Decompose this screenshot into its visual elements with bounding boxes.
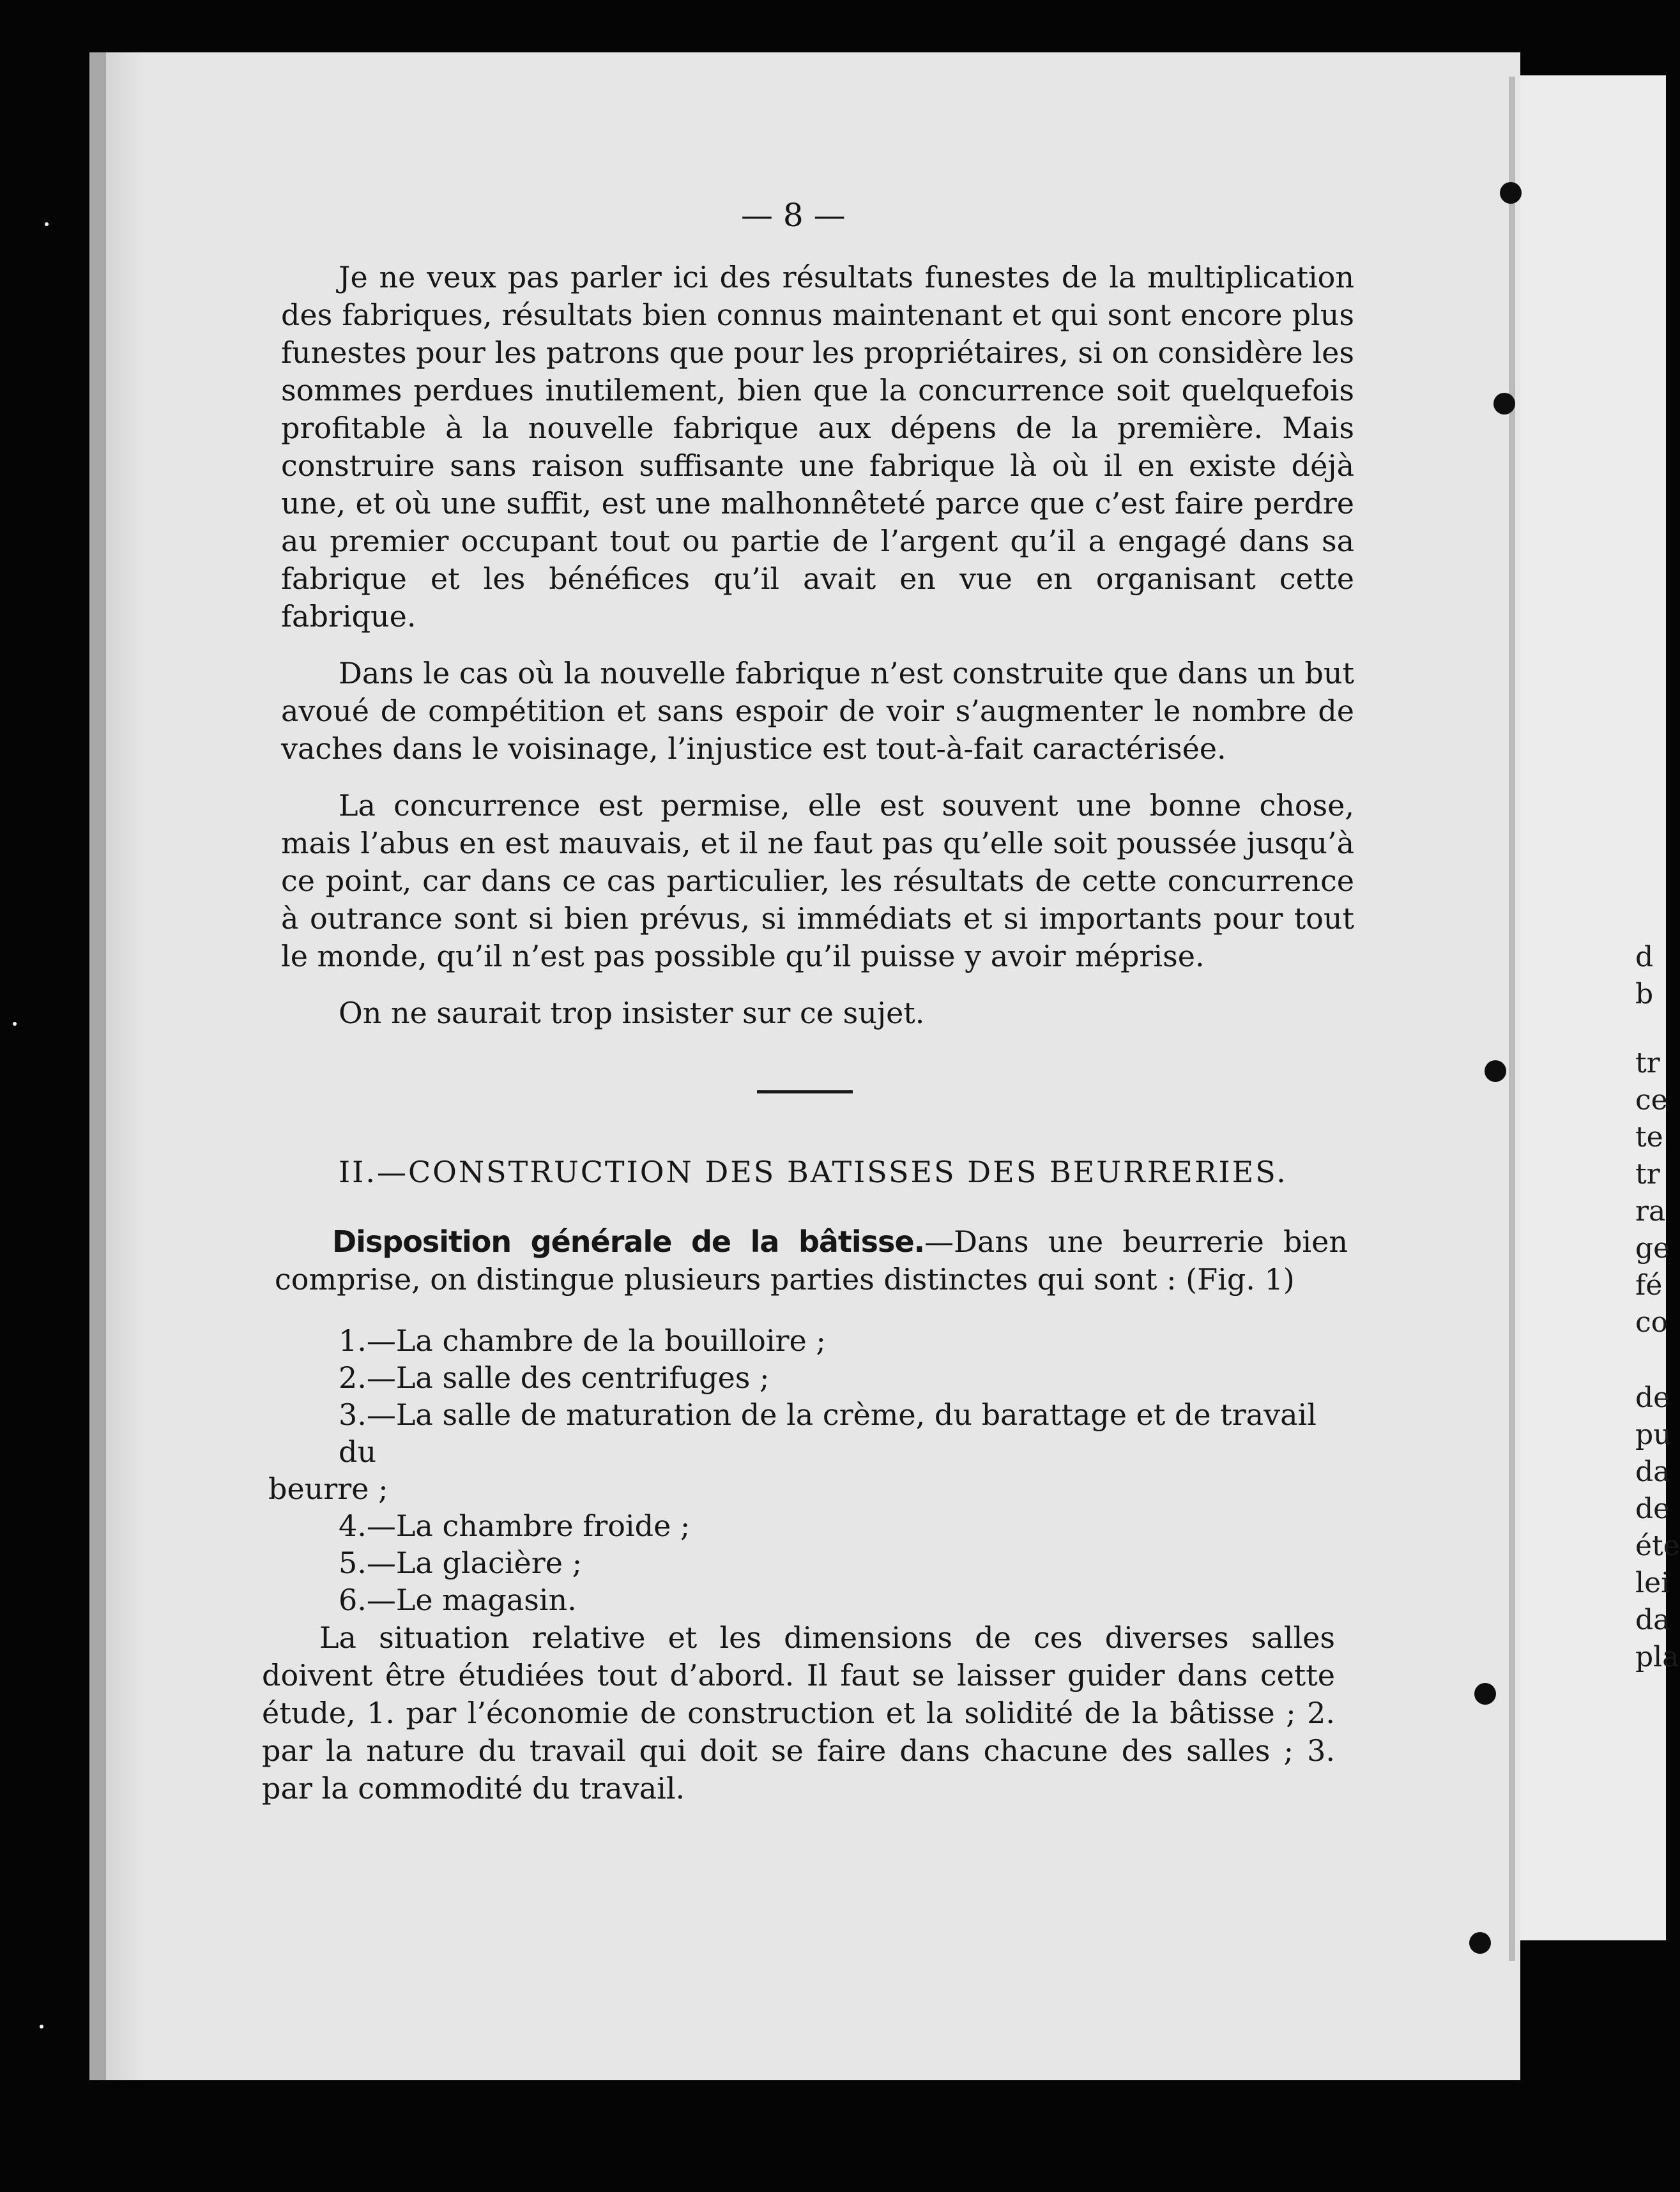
facing-fragment: pu [1635, 1419, 1672, 1451]
facing-fragment: fé [1635, 1269, 1663, 1302]
list-item: 5.—La glacière ; [339, 1546, 583, 1580]
binding-hole [1474, 1683, 1496, 1705]
closing-text [262, 1619, 1335, 1808]
list-item-continuation: beurre ; [268, 1472, 388, 1506]
facing-fragment: te [1635, 1121, 1663, 1153]
facing-fragment: tr [1635, 1047, 1660, 1079]
facing-fragment: ra [1635, 1195, 1666, 1228]
scan-speck [45, 222, 49, 226]
facing-fragment: d [1635, 941, 1654, 973]
list-item: 4.—La chambre froide ; [339, 1509, 691, 1543]
facing-fragment: tr [1635, 1158, 1660, 1191]
paragraph: La situation relative et les dimensions de ces diverses salles doivent être étudiées tout d’abord. Il faut se laisser guider dans cette étude, 1. par l’économie de construction et la solidité de la bâtisse ; 2. par la nature du travail qui doit se faire dans chacune des salles ; 3. par la commodité du travail. [262, 1620, 1335, 1806]
rooms-list [268, 1322, 1354, 1618]
list-item: 1.—La chambre de la bouilloire ; [339, 1323, 826, 1358]
section-divider [757, 1090, 853, 1093]
facing-page-text [1635, 939, 1680, 1676]
scan-speck [13, 1022, 17, 1026]
paragraph: Je ne veux pas parler ici des résultats funestes de la multiplication des fabriques, résultats bien connus maintenant et qui sont encore plus funestes pour les patrons que pour les propriétaires, si on considère les sommes perdues inutilement, bien que la concurrence soit quelquefois profitable à la nouvelle fabrique aux dépens de la première. Mais construire sans raison suffisante une fabrique là où il en existe déjà une, et où une suffit, est une malhonnêteté parce que c’est faire perdre au premier occupant tout ou partie de l’argent qu’il a engagé dans sa fabrique et les bénéfices qu’il avait en vue en organisant cette fabrique. [281, 260, 1354, 634]
subsection-heading: Disposition générale de la bâtisse. [332, 1224, 925, 1259]
facing-fragment: de [1635, 1493, 1670, 1525]
facing-fragment: ge [1635, 1232, 1670, 1265]
subsection-text: —Dans une beurrerie bien comprise, on distingue plusieurs parties distinctes qui sont : (Fig. 1) [275, 1224, 1348, 1297]
list-item: 6.—Le magasin. [339, 1583, 577, 1617]
facing-fragment: de [1635, 1381, 1670, 1414]
binding-hole [1500, 182, 1522, 204]
page-edge-shadow [106, 52, 144, 2080]
section-title: II.—CONSTRUCTION DES BATISSES DES BEURRERIES. [339, 1155, 1288, 1189]
facing-fragment: da [1635, 1456, 1670, 1488]
list-item: 3.—La salle de maturation de la crème, du barattage et de travail du [339, 1397, 1317, 1469]
page-number: — 8 — [741, 197, 846, 234]
facing-fragment: ce [1635, 1084, 1668, 1116]
list-item: 2.—La salle des centrifuges ; [339, 1360, 770, 1395]
binding-hole [1493, 393, 1515, 415]
paragraph: La concurrence est permise, elle est souvent une bonne chose, mais l’abus en est mauvais, et il ne faut pas qu’elle soit poussée jusqu’à ce point, car dans ce cas particulier, les résultats de cette concurrence à outrance sont si bien prévus, si immédiats et si importants pour tout le monde, qu’il n’est pas possible qu’il puisse y avoir méprise. [281, 788, 1354, 973]
facing-fragment: b [1635, 978, 1654, 1010]
binding-hole [1469, 1932, 1491, 1954]
paragraph: On ne saurait trop insister sur ce sujet. [339, 996, 925, 1030]
facing-fragment: éte [1635, 1530, 1680, 1562]
paragraph: Dans le cas où la nouvelle fabrique n’est construite que dans un but avoué de compétition et sans espoir de voir s’augmenter le nombre de vaches dans le voisinage, l’injustice est tout-à-fait caractérisée. [281, 656, 1354, 766]
facing-fragment: co [1635, 1306, 1669, 1339]
subsection-paragraph [275, 1223, 1348, 1298]
main-text-top [281, 259, 1354, 1032]
facing-fragment: da [1635, 1604, 1670, 1636]
scan-speck [40, 2025, 43, 2028]
binding-hole [1485, 1060, 1506, 1082]
book-spine [1509, 77, 1515, 1961]
facing-fragment: pla [1635, 1641, 1679, 1673]
facing-fragment: lei [1635, 1567, 1670, 1599]
